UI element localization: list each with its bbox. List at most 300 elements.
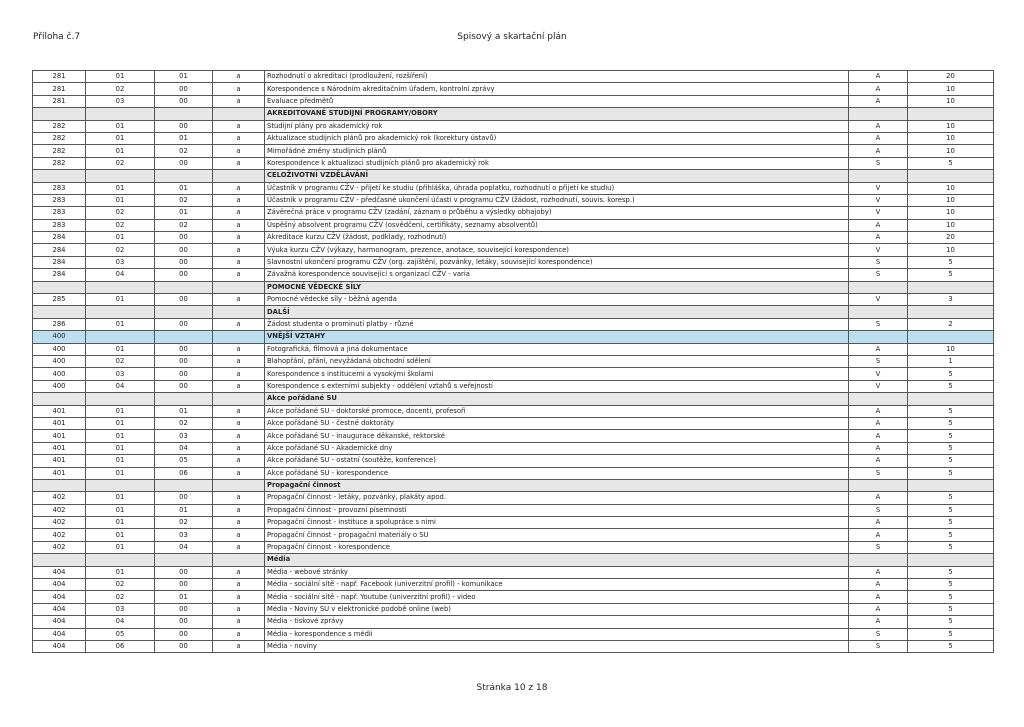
table-row <box>33 541 994 553</box>
code-cell: 284 <box>33 269 86 281</box>
item-code-cell: 00 <box>155 640 213 652</box>
code-cell: 283 <box>33 182 86 194</box>
code-cell: 401 <box>33 417 86 429</box>
form-cell: a <box>213 269 265 281</box>
table-row <box>33 83 994 95</box>
item-code-cell: 00 <box>155 579 213 591</box>
code-cell: 400 <box>33 331 86 343</box>
retention-mark-cell <box>849 479 908 491</box>
retention-mark-cell: A <box>849 95 908 107</box>
table-row <box>33 95 994 107</box>
document-title: Spisový a skartační plán <box>457 32 567 42</box>
retention-years-cell: 5 <box>908 380 994 392</box>
retention-years-cell: 2 <box>908 318 994 330</box>
form-cell: a <box>213 591 265 603</box>
table-row <box>33 603 994 615</box>
form-cell: a <box>213 318 265 330</box>
item-code-cell <box>155 331 213 343</box>
section-row <box>33 331 994 343</box>
retention-years-cell: 20 <box>908 232 994 244</box>
retention-years-cell: 5 <box>908 467 994 479</box>
retention-years-cell: 5 <box>908 269 994 281</box>
item-code-cell: 00 <box>155 294 213 306</box>
section-row <box>33 170 994 182</box>
code-cell: 281 <box>33 71 86 83</box>
retention-mark-cell: S <box>849 504 908 516</box>
item-code-cell: 00 <box>155 256 213 268</box>
form-cell: a <box>213 504 265 516</box>
code-cell: 401 <box>33 430 86 442</box>
description-cell: Korespondence s Národním akreditačním úřadem, kontrolní zprávy <box>265 83 849 95</box>
table-row <box>33 318 994 330</box>
form-cell <box>213 108 265 120</box>
table-row <box>33 467 994 479</box>
code-cell: 282 <box>33 145 86 157</box>
description-cell: Propagační činnost - provozní písemnosti <box>265 504 849 516</box>
retention-years-cell <box>908 393 994 405</box>
retention-mark-cell: A <box>849 219 908 231</box>
retention-years-cell <box>908 331 994 343</box>
form-cell <box>213 393 265 405</box>
code-cell: 402 <box>33 541 86 553</box>
form-cell: a <box>213 343 265 355</box>
retention-mark-cell: A <box>849 343 908 355</box>
form-cell: a <box>213 603 265 615</box>
description-cell: VNĚJŠÍ VZTAHY <box>265 331 849 343</box>
description-cell: DALŠÍ <box>265 306 849 318</box>
item-code-cell: 03 <box>155 529 213 541</box>
retention-mark-cell <box>849 331 908 343</box>
item-code-cell: 00 <box>155 269 213 281</box>
form-cell: a <box>213 455 265 467</box>
form-cell: a <box>213 640 265 652</box>
section-row <box>33 306 994 318</box>
table-row <box>33 244 994 256</box>
form-cell: a <box>213 232 265 244</box>
retention-mark-cell: A <box>849 430 908 442</box>
form-cell: a <box>213 467 265 479</box>
retention-mark-cell: S <box>849 640 908 652</box>
table-row <box>33 120 994 132</box>
subcode-cell: 02 <box>86 244 155 256</box>
code-cell: 404 <box>33 628 86 640</box>
item-code-cell: 01 <box>155 504 213 516</box>
code-cell: 401 <box>33 405 86 417</box>
description-cell: Aktualizace studijních plánů pro akademický rok (korektury ústavů) <box>265 132 849 144</box>
retention-mark-cell: A <box>849 71 908 83</box>
subcode-cell: 01 <box>86 529 155 541</box>
item-code-cell <box>155 306 213 318</box>
code-cell: 285 <box>33 294 86 306</box>
code-cell: 404 <box>33 566 86 578</box>
form-cell: a <box>213 405 265 417</box>
retention-years-cell: 5 <box>908 405 994 417</box>
retention-years-cell: 5 <box>908 256 994 268</box>
form-cell: a <box>213 616 265 628</box>
description-cell: Žádost studenta o prominutí platby - různé <box>265 318 849 330</box>
form-cell: a <box>213 517 265 529</box>
form-cell <box>213 331 265 343</box>
description-cell: Akce pořádané SU - korespondence <box>265 467 849 479</box>
description-cell: Akce pořádané SU - inaugurace děkanské, rektorské <box>265 430 849 442</box>
code-cell: 282 <box>33 120 86 132</box>
description-cell: Propagační činnost - propagační materiály o SU <box>265 529 849 541</box>
item-code-cell: 01 <box>155 71 213 83</box>
subcode-cell: 01 <box>86 132 155 144</box>
retention-years-cell: 10 <box>908 207 994 219</box>
subcode-cell <box>86 281 155 293</box>
description-cell: Fotografická, filmová a jiná dokumentace <box>265 343 849 355</box>
code-cell <box>33 306 86 318</box>
description-cell: Propagační činnost - instituce a spolupráce s nimi <box>265 517 849 529</box>
description-cell: CELOŽIVOTNÍ VZDĚLÁVÁNÍ <box>265 170 849 182</box>
retention-years-cell: 10 <box>908 145 994 157</box>
code-cell: 402 <box>33 517 86 529</box>
description-cell: Závažná korespondence související s organizací CŽV - varia <box>265 269 849 281</box>
retention-mark-cell: A <box>849 405 908 417</box>
retention-mark-cell: S <box>849 355 908 367</box>
retention-mark-cell: A <box>849 591 908 603</box>
code-cell: 404 <box>33 616 86 628</box>
subcode-cell: 01 <box>86 417 155 429</box>
description-cell: Propagační činnost <box>265 479 849 491</box>
subcode-cell: 01 <box>86 541 155 553</box>
code-cell: 401 <box>33 467 86 479</box>
retention-years-cell: 10 <box>908 120 994 132</box>
retention-years-cell: 10 <box>908 219 994 231</box>
form-cell: a <box>213 529 265 541</box>
description-cell: Blahopřání, přání, nevyžádaná obchodní sdělení <box>265 355 849 367</box>
retention-years-cell: 5 <box>908 504 994 516</box>
subcode-cell: 01 <box>86 430 155 442</box>
subcode-cell: 01 <box>86 232 155 244</box>
retention-years-cell: 10 <box>908 343 994 355</box>
table-row <box>33 157 994 169</box>
code-cell <box>33 108 86 120</box>
retention-mark-cell: A <box>849 442 908 454</box>
description-cell: POMOCNÉ VĚDECKÉ SÍLY <box>265 281 849 293</box>
code-cell: 404 <box>33 603 86 615</box>
description-cell: Média - sociální sítě - např. Facebook (univerzitní profil) - komunikace <box>265 579 849 591</box>
form-cell: a <box>213 95 265 107</box>
retention-years-cell: 10 <box>908 83 994 95</box>
description-cell: Propagační činnost - letáky, pozvánky, plakáty apod. <box>265 492 849 504</box>
description-cell: Akce pořádané SU - Akademické dny <box>265 442 849 454</box>
retention-mark-cell: S <box>849 269 908 281</box>
subcode-cell: 01 <box>86 318 155 330</box>
subcode-cell: 02 <box>86 157 155 169</box>
table-row <box>33 380 994 392</box>
retention-years-cell <box>908 554 994 566</box>
retention-years-cell: 5 <box>908 640 994 652</box>
item-code-cell: 00 <box>155 83 213 95</box>
code-cell: 400 <box>33 368 86 380</box>
subcode-cell: 02 <box>86 579 155 591</box>
form-cell <box>213 281 265 293</box>
form-cell: a <box>213 207 265 219</box>
code-cell: 400 <box>33 343 86 355</box>
retention-years-cell: 5 <box>908 157 994 169</box>
table-row <box>33 616 994 628</box>
retention-years-cell <box>908 281 994 293</box>
form-cell <box>213 479 265 491</box>
table-row <box>33 269 994 281</box>
item-code-cell <box>155 281 213 293</box>
retention-years-cell: 5 <box>908 442 994 454</box>
item-code-cell <box>155 170 213 182</box>
form-cell: a <box>213 368 265 380</box>
code-cell: 402 <box>33 492 86 504</box>
subcode-cell: 03 <box>86 95 155 107</box>
item-code-cell: 00 <box>155 95 213 107</box>
form-cell: a <box>213 541 265 553</box>
item-code-cell <box>155 393 213 405</box>
table-row <box>33 132 994 144</box>
subcode-cell: 01 <box>86 442 155 454</box>
table-row <box>33 430 994 442</box>
table-row <box>33 145 994 157</box>
retention-mark-cell: A <box>849 455 908 467</box>
item-code-cell: 00 <box>155 628 213 640</box>
item-code-cell: 01 <box>155 405 213 417</box>
retention-years-cell: 5 <box>908 628 994 640</box>
code-cell: 402 <box>33 504 86 516</box>
form-cell: a <box>213 182 265 194</box>
description-cell: Média - webové stránky <box>265 566 849 578</box>
retention-mark-cell: A <box>849 616 908 628</box>
code-cell: 401 <box>33 455 86 467</box>
retention-mark-cell: S <box>849 541 908 553</box>
item-code-cell: 02 <box>155 194 213 206</box>
item-code-cell: 00 <box>155 318 213 330</box>
subcode-cell: 06 <box>86 640 155 652</box>
retention-years-cell: 5 <box>908 591 994 603</box>
retention-years-cell: 20 <box>908 71 994 83</box>
item-code-cell: 01 <box>155 591 213 603</box>
code-cell: 284 <box>33 232 86 244</box>
retention-mark-cell <box>849 108 908 120</box>
subcode-cell: 04 <box>86 616 155 628</box>
retention-years-cell: 5 <box>908 417 994 429</box>
form-cell: a <box>213 442 265 454</box>
retention-mark-cell: S <box>849 157 908 169</box>
retention-years-cell: 5 <box>908 529 994 541</box>
table-row <box>33 517 994 529</box>
item-code-cell: 00 <box>155 616 213 628</box>
table-row <box>33 591 994 603</box>
item-code-cell <box>155 108 213 120</box>
code-cell <box>33 554 86 566</box>
item-code-cell: 00 <box>155 244 213 256</box>
subcode-cell: 01 <box>86 517 155 529</box>
subcode-cell: 01 <box>86 194 155 206</box>
form-cell: a <box>213 145 265 157</box>
retention-mark-cell: A <box>849 492 908 504</box>
retention-years-cell: 5 <box>908 430 994 442</box>
retention-years-cell <box>908 170 994 182</box>
subcode-cell <box>86 306 155 318</box>
subcode-cell: 01 <box>86 467 155 479</box>
retention-mark-cell: V <box>849 380 908 392</box>
subcode-cell: 03 <box>86 368 155 380</box>
item-code-cell: 00 <box>155 603 213 615</box>
subcode-cell <box>86 170 155 182</box>
subcode-cell <box>86 108 155 120</box>
retention-years-cell: 5 <box>908 603 994 615</box>
subcode-cell: 01 <box>86 120 155 132</box>
retention-plan-table <box>32 70 994 653</box>
code-cell: 401 <box>33 442 86 454</box>
retention-years-cell: 10 <box>908 244 994 256</box>
description-cell: Rozhodnutí o akreditaci (prodloužení, rozšíření) <box>265 71 849 83</box>
item-code-cell: 01 <box>155 132 213 144</box>
form-cell: a <box>213 430 265 442</box>
description-cell: Korespondence s externími subjekty - oddělení vztahů s veřejností <box>265 380 849 392</box>
item-code-cell: 02 <box>155 517 213 529</box>
table-row <box>33 343 994 355</box>
table-row <box>33 405 994 417</box>
description-cell: Mimořádné změny studijních plánů <box>265 145 849 157</box>
description-cell: Média - Noviny SU v elektronické podobě online (web) <box>265 603 849 615</box>
description-cell: Média - tiskové zprávy <box>265 616 849 628</box>
table-row <box>33 455 994 467</box>
form-cell: a <box>213 120 265 132</box>
table-row <box>33 640 994 652</box>
table-row <box>33 182 994 194</box>
retention-years-cell: 10 <box>908 132 994 144</box>
form-cell: a <box>213 380 265 392</box>
description-cell: Výuka kurzu CŽV (výkazy, harmonogram, prezence, anotace, související korespondence) <box>265 244 849 256</box>
form-cell <box>213 554 265 566</box>
code-cell: 284 <box>33 244 86 256</box>
code-cell: 282 <box>33 157 86 169</box>
form-cell: a <box>213 294 265 306</box>
description-cell: Pomocné vědecké síly - běžná agenda <box>265 294 849 306</box>
subcode-cell <box>86 331 155 343</box>
item-code-cell: 00 <box>155 368 213 380</box>
section-row <box>33 393 994 405</box>
code-cell: 400 <box>33 355 86 367</box>
form-cell: a <box>213 628 265 640</box>
retention-mark-cell <box>849 554 908 566</box>
form-cell: a <box>213 157 265 169</box>
retention-mark-cell: A <box>849 120 908 132</box>
table-row <box>33 207 994 219</box>
retention-mark-cell: A <box>849 517 908 529</box>
form-cell: a <box>213 566 265 578</box>
description-cell: Účastník v programu CŽV - předčasné ukončení účasti v programu CŽV (žádost, rozhodnutí, souvis. koresp.) <box>265 194 849 206</box>
item-code-cell: 00 <box>155 232 213 244</box>
table-row <box>33 368 994 380</box>
subcode-cell: 02 <box>86 219 155 231</box>
retention-years-cell: 5 <box>908 541 994 553</box>
code-cell: 400 <box>33 380 86 392</box>
retention-years-cell: 10 <box>908 194 994 206</box>
retention-mark-cell: S <box>849 256 908 268</box>
retention-years-cell: 5 <box>908 616 994 628</box>
retention-years-cell: 5 <box>908 517 994 529</box>
table-row <box>33 566 994 578</box>
code-cell: 404 <box>33 591 86 603</box>
code-cell: 283 <box>33 194 86 206</box>
code-cell <box>33 281 86 293</box>
item-code-cell: 00 <box>155 380 213 392</box>
table-row <box>33 579 994 591</box>
item-code-cell: 02 <box>155 219 213 231</box>
retention-years-cell: 5 <box>908 492 994 504</box>
description-cell: Média - noviny <box>265 640 849 652</box>
table-row <box>33 628 994 640</box>
code-cell: 281 <box>33 83 86 95</box>
retention-mark-cell: A <box>849 566 908 578</box>
retention-mark-cell: S <box>849 628 908 640</box>
subcode-cell <box>86 479 155 491</box>
form-cell: a <box>213 194 265 206</box>
description-cell: Akce pořádané SU - doktorské promoce, docenti, profesoři <box>265 405 849 417</box>
page-number: Stránka 10 z 18 <box>476 683 548 693</box>
subcode-cell: 01 <box>86 566 155 578</box>
retention-mark-cell: A <box>849 232 908 244</box>
item-code-cell: 00 <box>155 343 213 355</box>
retention-mark-cell <box>849 306 908 318</box>
subcode-cell: 01 <box>86 504 155 516</box>
table-row <box>33 71 994 83</box>
subcode-cell: 02 <box>86 207 155 219</box>
section-row <box>33 108 994 120</box>
table-row <box>33 256 994 268</box>
retention-years-cell: 5 <box>908 579 994 591</box>
description-cell: Studijní plány pro akademický rok <box>265 120 849 132</box>
item-code-cell: 06 <box>155 467 213 479</box>
section-row <box>33 479 994 491</box>
form-cell <box>213 306 265 318</box>
retention-years-cell: 3 <box>908 294 994 306</box>
item-code-cell: 03 <box>155 430 213 442</box>
description-cell: Účastník v programu CŽV - přijetí ke studiu (přihláška, úhrada poplatku, rozhodnutí o přijetí ke studiu) <box>265 182 849 194</box>
description-cell: Korespondence k aktualizaci studijních plánů pro akademický rok <box>265 157 849 169</box>
description-cell: Akreditace kurzu CŽV (žádost, podklady, rozhodnutí) <box>265 232 849 244</box>
retention-mark-cell: A <box>849 579 908 591</box>
item-code-cell: 02 <box>155 145 213 157</box>
description-cell: Média - korespondence s médii <box>265 628 849 640</box>
code-cell: 404 <box>33 640 86 652</box>
retention-years-cell: 5 <box>908 455 994 467</box>
subcode-cell: 01 <box>86 182 155 194</box>
code-cell: 404 <box>33 579 86 591</box>
description-cell: Úspěšný absolvent programu CŽV (osvědčení, certifikáty, seznamy absolventů) <box>265 219 849 231</box>
retention-years-cell: 10 <box>908 95 994 107</box>
item-code-cell: 00 <box>155 355 213 367</box>
table-row <box>33 417 994 429</box>
subcode-cell: 04 <box>86 269 155 281</box>
code-cell: 286 <box>33 318 86 330</box>
table-row <box>33 442 994 454</box>
form-cell: a <box>213 417 265 429</box>
subcode-cell: 01 <box>86 455 155 467</box>
item-code-cell: 01 <box>155 182 213 194</box>
code-cell <box>33 479 86 491</box>
retention-years-cell: 5 <box>908 566 994 578</box>
subcode-cell: 01 <box>86 145 155 157</box>
subcode-cell: 03 <box>86 603 155 615</box>
code-cell: 283 <box>33 207 86 219</box>
item-code-cell: 00 <box>155 566 213 578</box>
code-cell <box>33 170 86 182</box>
retention-years-cell: 1 <box>908 355 994 367</box>
subcode-cell: 01 <box>86 343 155 355</box>
retention-mark-cell: V <box>849 244 908 256</box>
table-row <box>33 219 994 231</box>
